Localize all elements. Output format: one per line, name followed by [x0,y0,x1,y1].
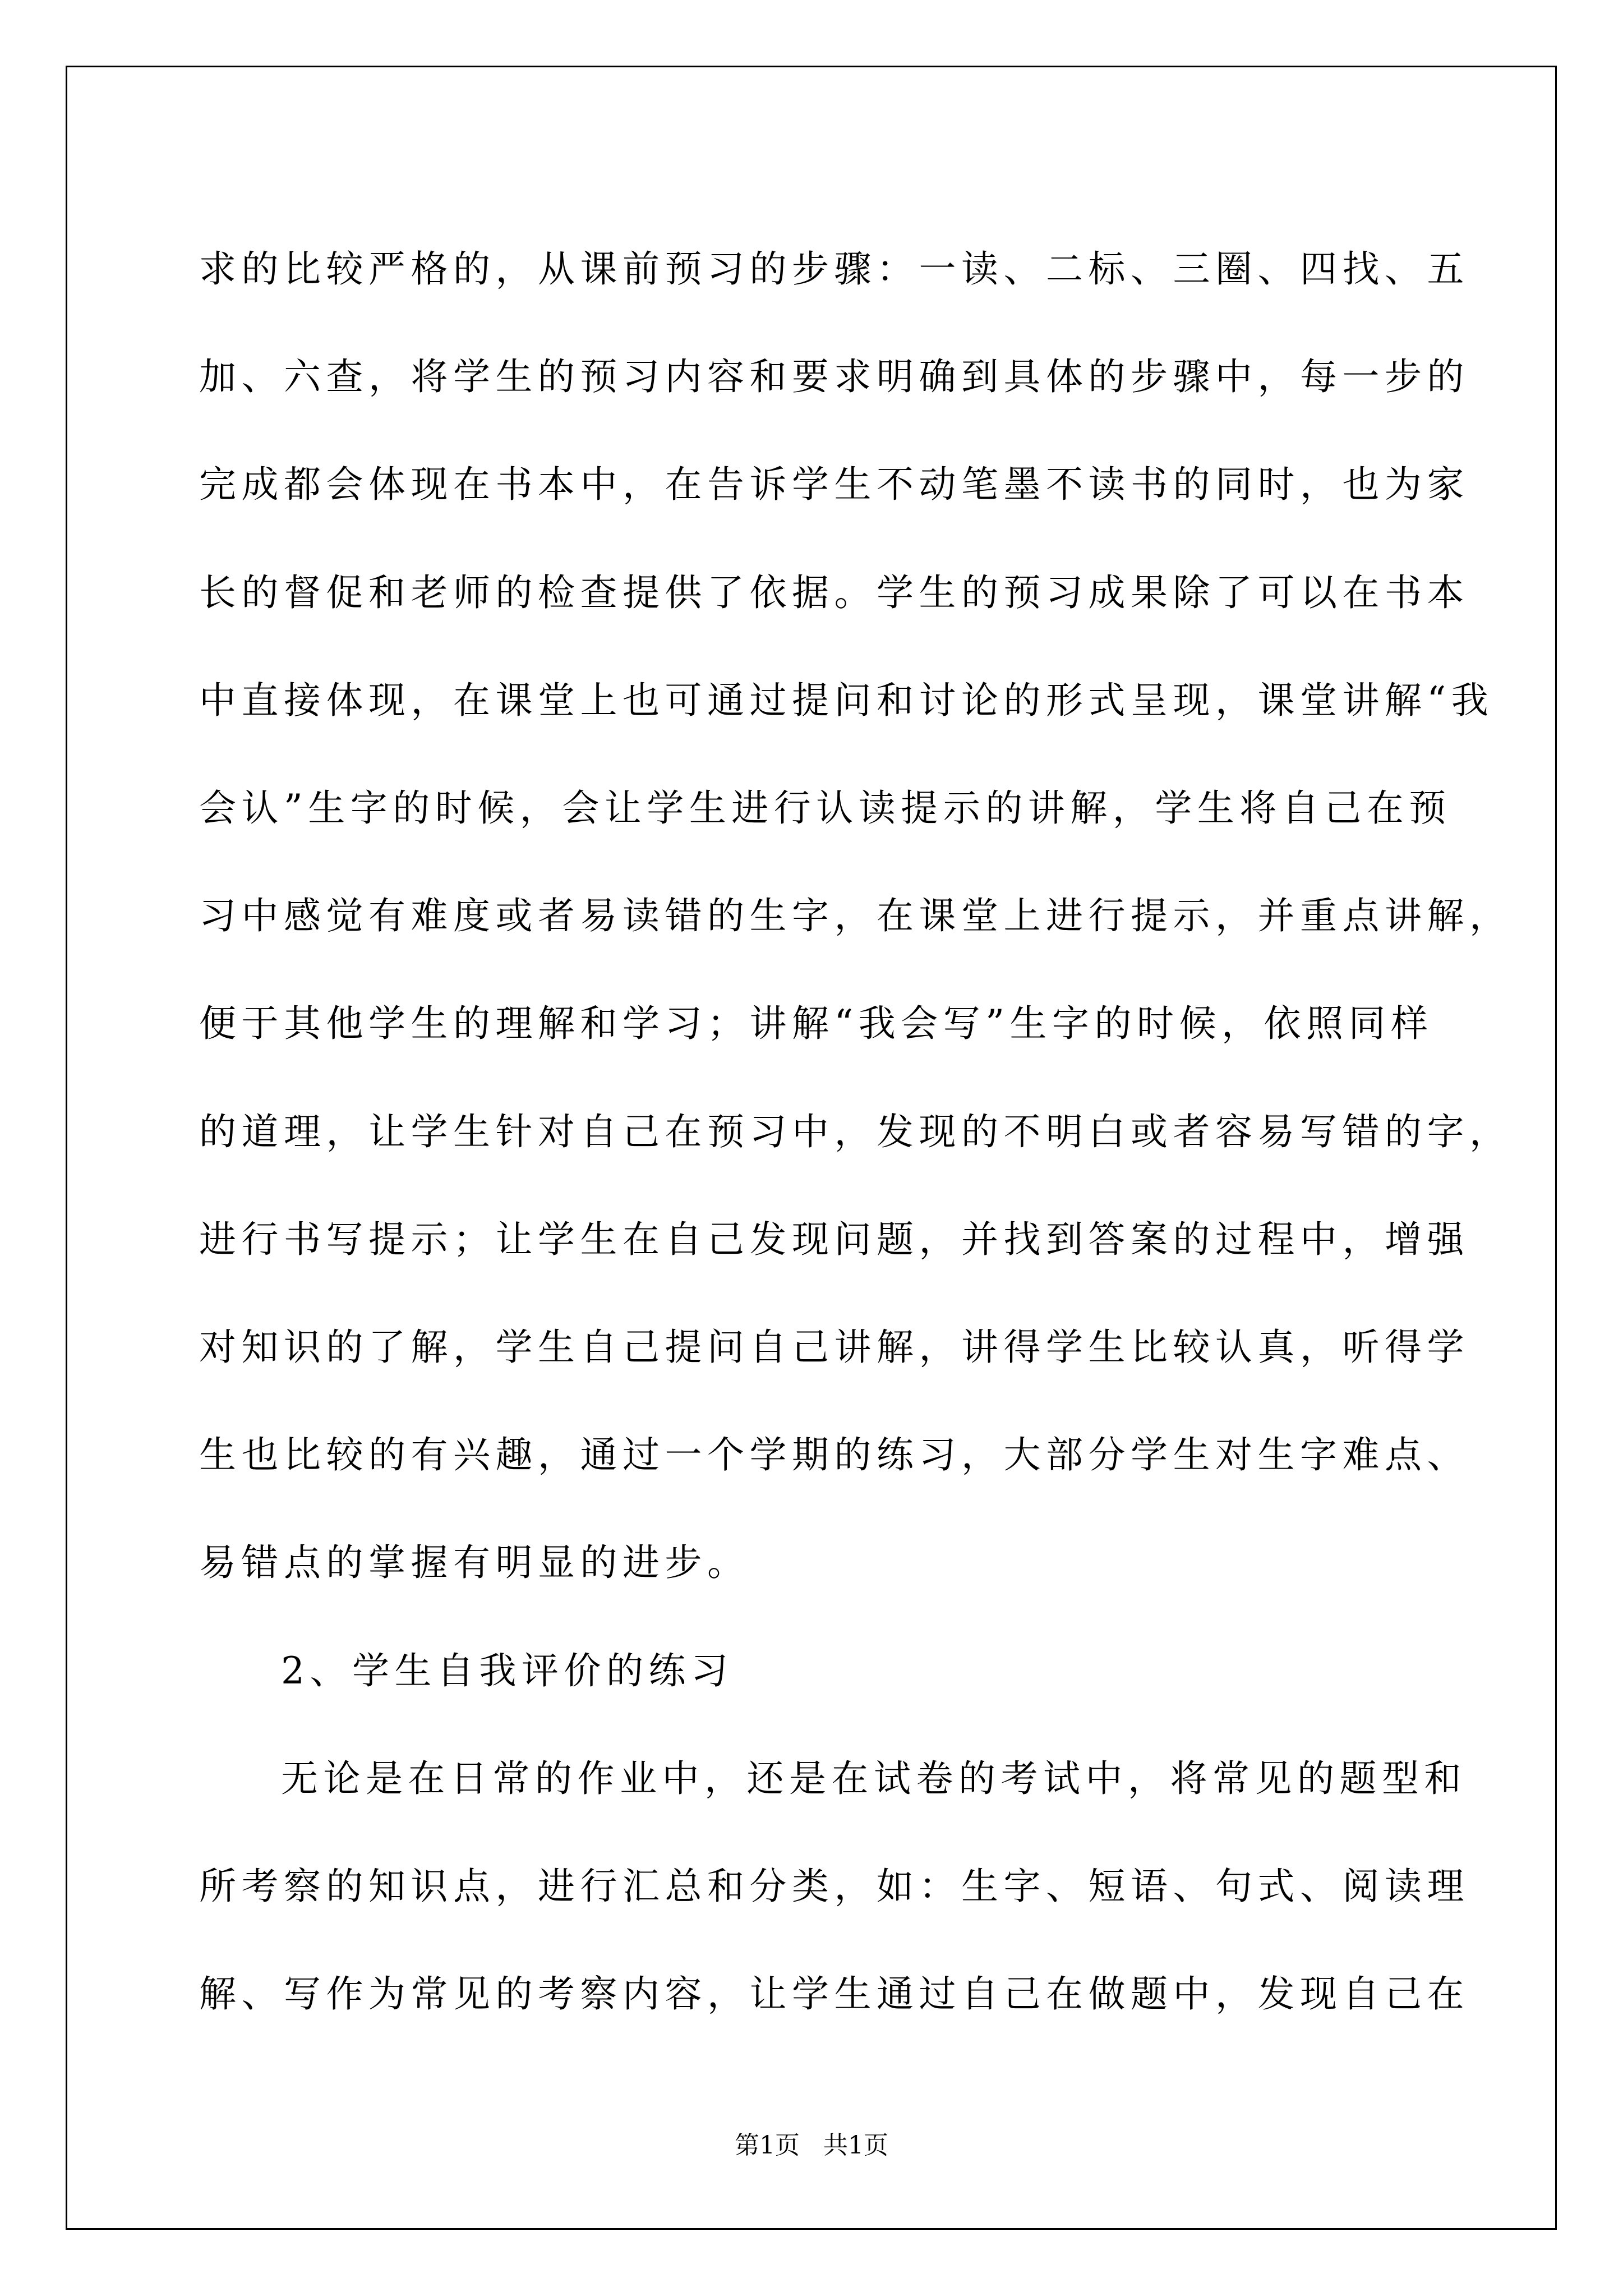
text-line: 长的督促和老师的检查提供了依据。学生的预习成果除了可以在书本 [199,570,1469,614]
body-text [199,215,1512,2048]
text-line: 完成都会体现在书本中，在告诉学生不动笔墨不读书的同时，也为家 [199,463,1469,507]
text-line: 解、写作为常见的考察内容，让学生通过自己在做题中，发现自己在 [199,1972,1469,2016]
text-line: 加、六查，将学生的预习内容和要求明确到具体的步骤中，每一步的 [199,355,1469,399]
text-line: 求的比较严格的，从课前预习的步骤：一读、二标、三圈、四找、五 [199,247,1469,291]
text-line: 无论是在日常的作业中，还是在试卷的考试中，将常见的题型和 [281,1756,1467,1800]
text-line: 便于其他学生的理解和学习；讲解“我会写”生字的时候，依照同样 [199,1002,1433,1046]
text-line: 会认”生字的时候，会让学生进行认读提示的讲解，学生将自己在预 [199,786,1451,830]
page-footer: 第1页 共1页 [735,2131,888,2160]
text-line: 对知识的了解，学生自己提问自己讲解，讲得学生比较认真，听得学 [199,1326,1469,1369]
section-heading: 2、学生自我评价的练习 [281,1649,734,1692]
text-line: 的道理，让学生针对自己在预习中，发现的不明白或者容易写错的字， [199,1110,1512,1153]
text-line: 中直接体现，在课堂上也可通过提问和讨论的形式呈现，课堂讲解“我 [199,678,1494,722]
text-line: 习中感觉有难度或者易读错的生字，在课堂上进行提示，并重点讲解， [199,894,1512,938]
text-line: 所考察的知识点，进行汇总和分类，如：生字、短语、句式、阅读理 [199,1865,1469,1908]
text-line: 生也比较的有兴趣，通过一个学期的练习，大部分学生对生字难点、 [199,1433,1469,1477]
text-line: 进行书写提示；让学生在自己发现问题，并找到答案的过程中，增强 [199,1217,1469,1261]
text-line: 易错点的掌握有明显的进步。 [199,1541,750,1585]
